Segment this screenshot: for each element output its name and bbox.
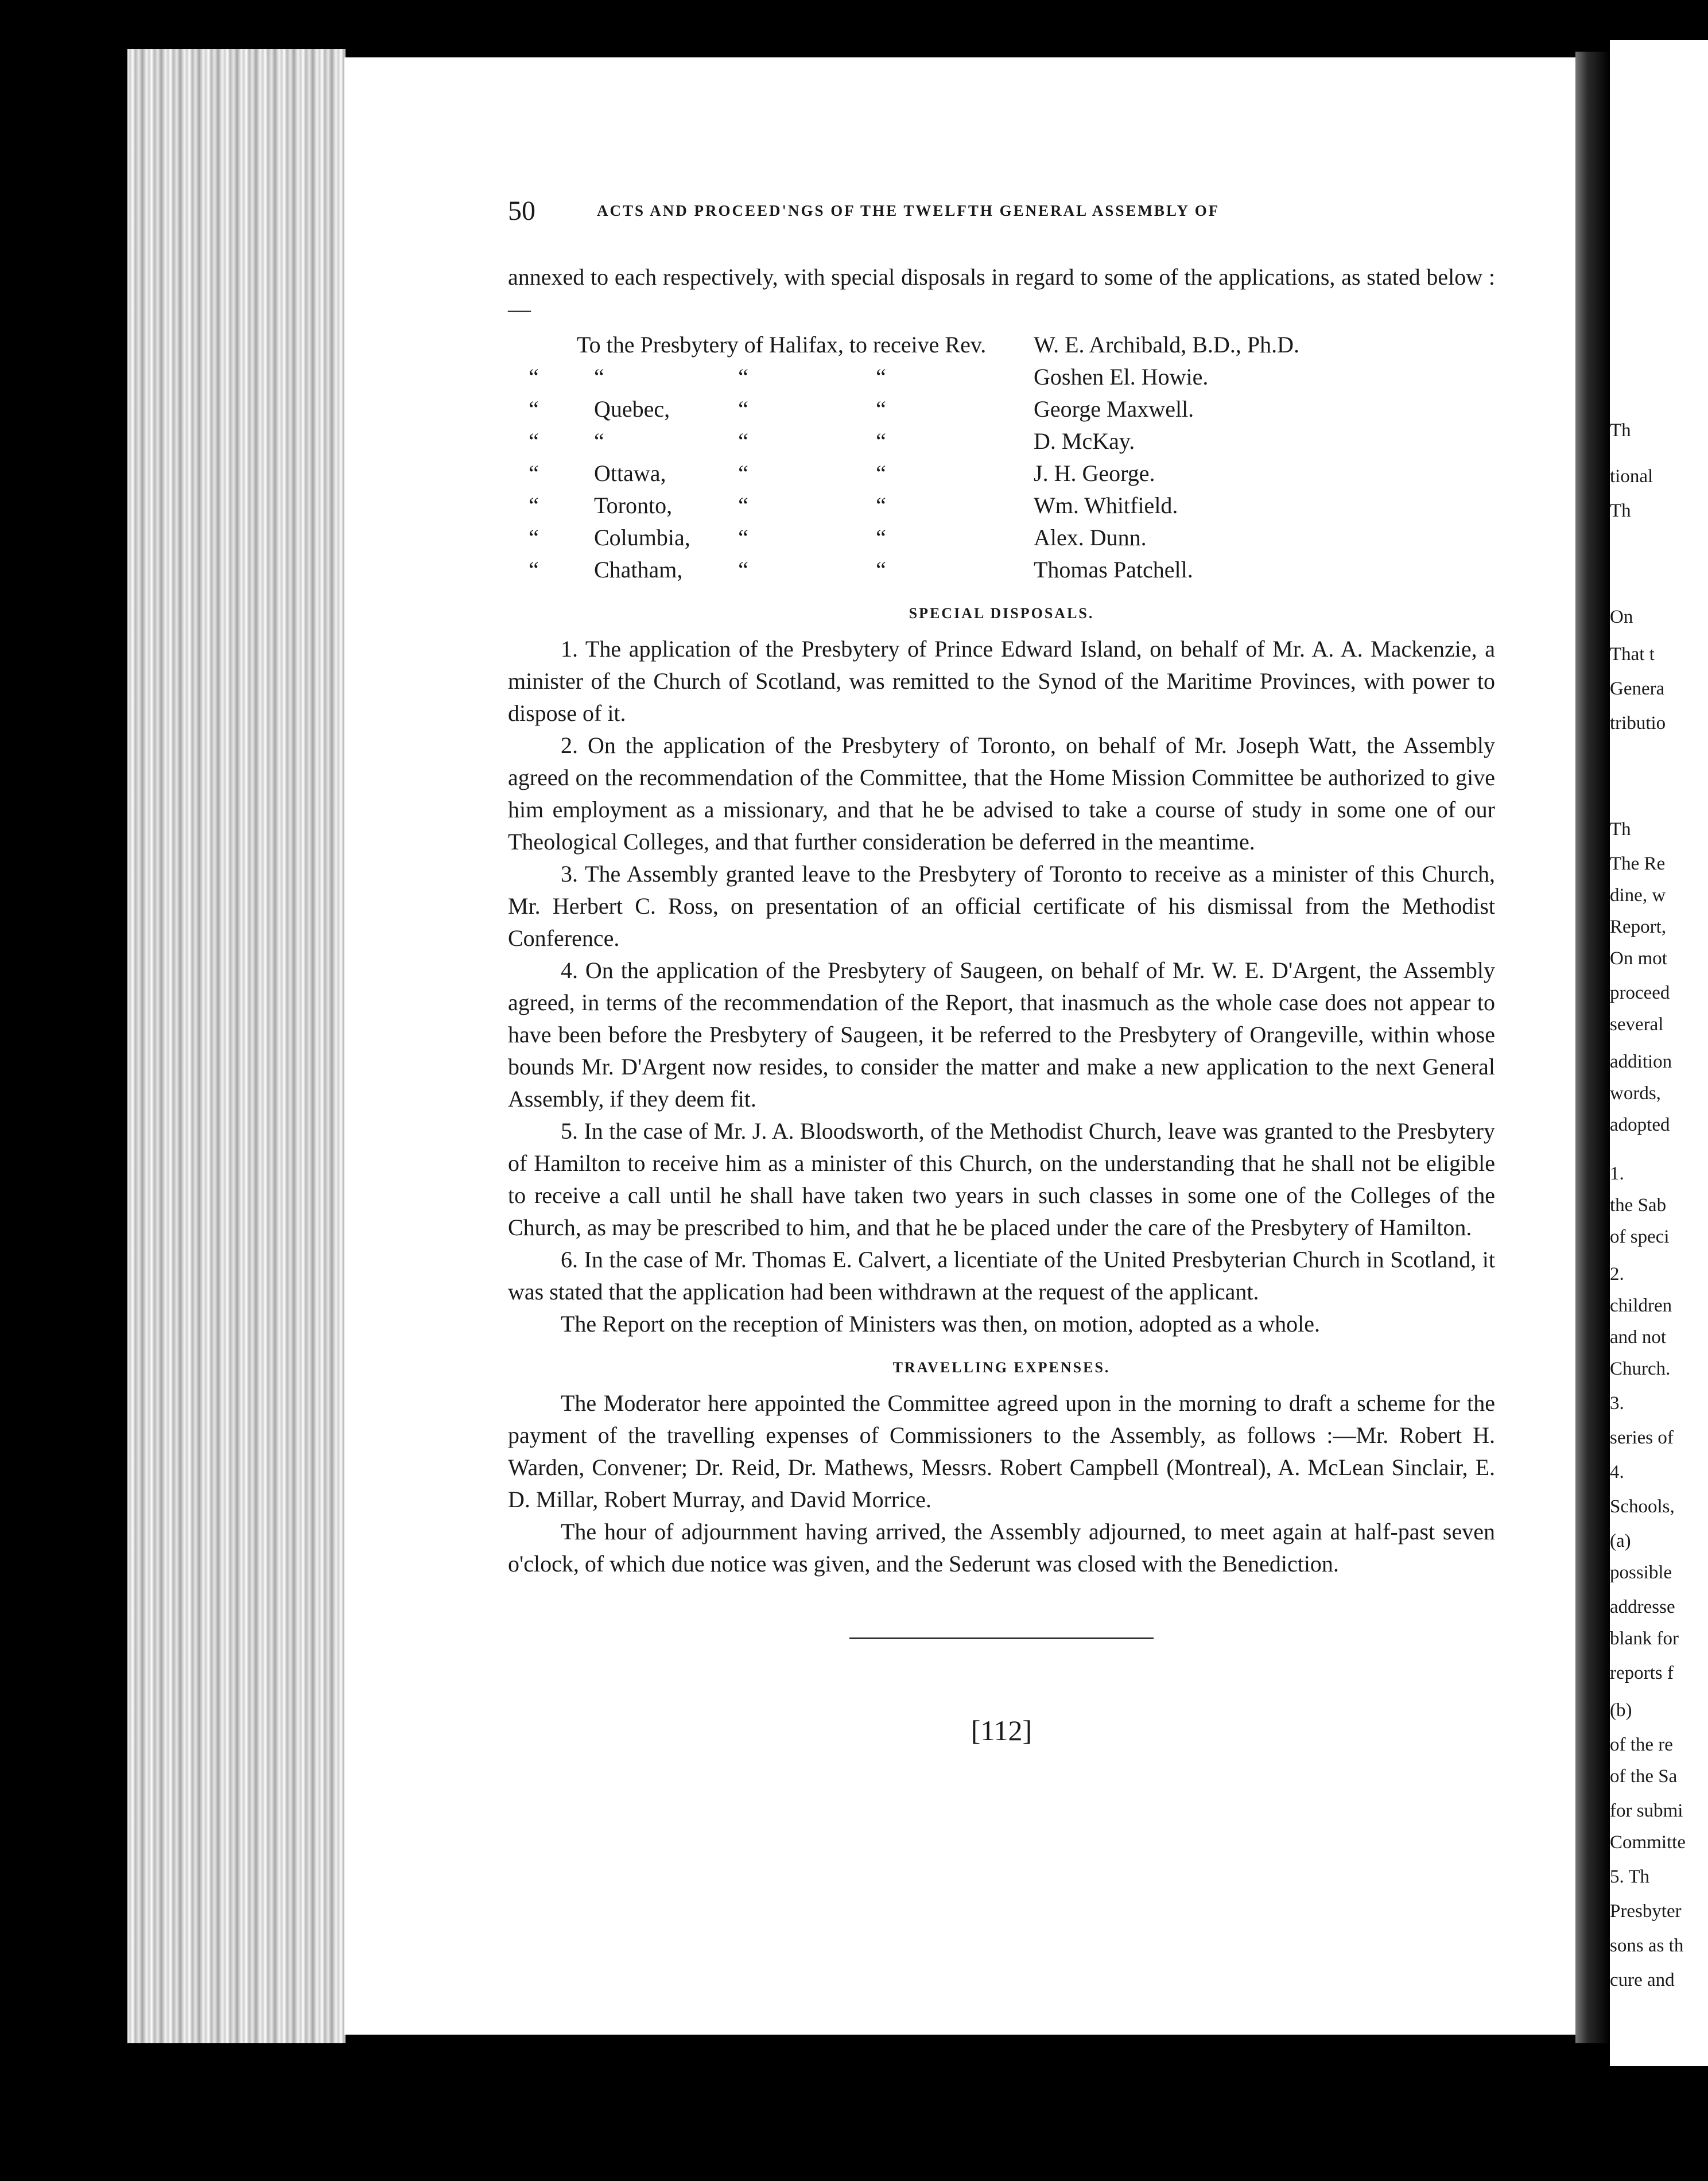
facing-page-fragment: addition [1610,1051,1672,1072]
facing-page-fragment: the Sab [1610,1195,1667,1216]
table-spacer [646,425,726,457]
ditto-mark: “ [529,428,539,454]
facing-page-fragment: series of [1610,1427,1674,1448]
facing-page-fragment: tional [1610,466,1653,487]
facing-page [1610,40,1708,2066]
table-spacer [646,457,726,490]
facing-page-fragment: The Re [1610,853,1666,874]
ditto-mark: “ [738,492,748,518]
section-divider [849,1637,1154,1639]
facing-page-fragment: Presbyter [1610,1901,1682,1922]
minister-name: Alex. Dunn. [1034,525,1147,550]
facing-page-fragment: children [1610,1295,1672,1316]
table-spacer [1001,554,1034,586]
facing-page-fragment: and not [1610,1327,1667,1348]
disposal-paragraph: 2. On the application of the Presbytery of Toronto, on behalf of Mr. Joseph Watt, the Assembly agreed on the recommendation of the Committee, that the Home Mission Committee be authorized to give him employment as a missionary, and that he be advised to take a course of study in some one of our Theological Colleges, and that further consideration be deferred in the meantime. [508,732,1495,855]
disposal-paragraph: 4. On the application of the Presbytery of Saugeen, on behalf of Mr. W. E. D'Argent, the Assembly agreed, in terms of the recommendation of the Report, that inasmuch as the whole case does not appear to have been before the Presbytery of Saugeen, it be referred to the Presbytery of Orangeville, within whose bounds Mr. D'Argent now resides, to consider the matter and make a new application to the next General Assembly, if they deem fit. [508,957,1495,1112]
facing-page-fragment: 4. [1610,1462,1624,1483]
ditto-mark: “ [738,428,748,454]
disposal-paragraph: 3. The Assembly granted leave to the Presbytery of Toronto to receive as a minister of this Church, Mr. Herbert C. Ross, on presentation of an official certificate of his dismissal from the Methodist Conference. [508,861,1495,951]
facing-page-fragment: Report, [1610,917,1667,937]
ditto-mark: “ [529,557,539,583]
ditto-mark: “ [529,525,539,550]
intro-paragraph: annexed to each respectively, with special disposals in regard to some of the applications, as stated below :— [508,264,1495,322]
facing-page-fragment: of the re [1610,1734,1673,1755]
ditto-mark: “ [876,557,886,583]
disposal-paragraph: 5. In the case of Mr. J. A. Bloodsworth, of the Methodist Church, leave was granted to the Presbytery of Hamilton to receive him as a minister of this Church, on the understanding that he shall not be eligible to receive a call until he shall have taken two years in such classes in some one of the Colleges of the Church, as may be prescribed to him, and that he be placed under the care of the Presbytery of Hamilton. [508,1118,1495,1240]
book-gutter [1575,52,1610,2043]
table-spacer [646,554,726,586]
report-adopted-paragraph: The Report on the reception of Ministers was then, on motion, adopted as a whole. [561,1311,1321,1337]
committee-paragraph: The Moderator here appointed the Committee agreed upon in the morning to draft a scheme for the payment of the travelling expenses of Commissioners to the Assembly, as follows :—Mr. Robert H. Warden, Convener; Dr. Reid, Dr. Mathews, Messrs. Robert Campbell (Montreal), A. McLean Sinclair, E. D. Millar, Robert Murray, and David Morrice. [508,1390,1495,1512]
presbytery-name: Columbia, [594,525,690,550]
facing-page-fragment: Th [1610,500,1631,521]
facing-page-fragment: 3. [1610,1393,1624,1414]
facing-page-fragment: of the Sa [1610,1766,1678,1787]
facing-page-fragment: proceed [1610,983,1670,1003]
page-edges [127,49,346,2043]
facing-page-fragment: On [1610,607,1633,627]
special-disposals-list [508,633,1495,1340]
facing-page-fragment: of speci [1610,1227,1670,1247]
running-title: ACTS AND PROCEED'NGS OF THE TWELFTH GENERAL ASSEMBLY OF [597,202,1220,219]
presbytery-name: Ottawa, [594,460,666,486]
facing-page-fragment: Committe [1610,1832,1686,1853]
ditto-mark: “ [876,396,886,422]
facing-page-fragment: Church. [1610,1359,1671,1379]
facing-page-fragment: for submi [1610,1800,1683,1821]
minister-name: Goshen El. Howie. [1034,364,1209,390]
ditto-mark: “ [738,460,748,486]
minister-name: W. E. Archibald, B.D., Ph.D. [1034,332,1299,358]
facing-page-fragment: That t [1610,644,1655,665]
disposal-paragraph: 6. In the case of Mr. Thomas E. Calvert, a licentiate of the United Presbyterian Church in Scotland, it was stated that the application had been withdrawn at the request of the applicant. [508,1247,1495,1305]
ditto-mark: “ [738,396,748,422]
ditto-mark: “ [876,460,886,486]
ditto-mark: “ [529,396,539,422]
table-spacer [1001,522,1034,554]
ministers-first-row: To the Presbytery of Halifax, to receive Rev. [577,332,987,358]
presbytery-name: Chatham, [594,557,683,583]
ditto-mark: “ [738,364,748,390]
ministers-table [508,329,1495,586]
facing-page-fragment: reports f [1610,1663,1674,1683]
facing-page-fragment: blank for [1610,1628,1679,1649]
minister-name: Thomas Patchell. [1034,557,1193,583]
facing-page-fragment: sons as th [1610,1935,1684,1956]
page-body [508,261,1495,1747]
facing-page-fragment: Th [1610,420,1631,441]
presbytery-name: “ [594,428,604,454]
facing-page-fragment: (a) [1610,1531,1631,1551]
table-spacer [1001,490,1034,522]
facing-page-fragment: Genera [1610,678,1665,699]
facing-page-fragment: Th [1610,819,1631,840]
presbytery-name: Quebec, [594,396,670,422]
facing-page-fragment: words, [1610,1083,1661,1104]
ditto-mark: “ [876,428,886,454]
facing-page-fragment: adopted [1610,1115,1670,1135]
facing-page-fragment: Schools, [1610,1496,1675,1517]
table-spacer [646,361,726,393]
facing-page-fragment: addresse [1610,1597,1675,1617]
catalog-number: [112] [971,1714,1032,1747]
ditto-mark: “ [876,525,886,550]
table-spacer [646,522,726,554]
ditto-mark: “ [529,492,539,518]
ditto-mark: “ [876,364,886,390]
minister-name: D. McKay. [1034,428,1135,454]
book-page [344,57,1575,2035]
facing-page-fragment: possible [1610,1562,1672,1583]
facing-page-fragment: cure and [1610,1970,1675,1990]
ditto-mark: “ [529,364,539,390]
running-head [508,195,1495,230]
ditto-mark: “ [738,557,748,583]
disposal-paragraph: 1. The application of the Presbytery of Prince Edward Island, on behalf of Mr. A. A. Mackenzie, a minister of the Church of Scotland, was remitted to the Synod of the Maritime Provinces, with power to dispose of it. [508,636,1495,726]
minister-name: J. H. George. [1034,460,1155,486]
travelling-expenses-heading: TRAVELLING EXPENSES. [892,1359,1111,1376]
table-spacer [646,490,726,522]
facing-page-fragment: 5. Th [1610,1866,1650,1887]
presbytery-name: “ [594,364,604,390]
facing-page-fragment: 1. [1610,1163,1624,1184]
table-spacer [1001,393,1034,425]
facing-page-fragment: On mot [1610,948,1667,969]
facing-page-fragment: several [1610,1014,1664,1035]
minister-name: Wm. Whitfield. [1034,492,1178,518]
ditto-mark: “ [876,492,886,518]
facing-page-fragment: (b) [1610,1700,1632,1721]
table-spacer [1001,425,1034,457]
table-spacer [1001,457,1034,490]
table-spacer [646,393,726,425]
special-disposals-heading: SPECIAL DISPOSALS. [909,605,1094,622]
facing-page-fragment: dine, w [1610,885,1666,906]
table-spacer [1001,361,1034,393]
minister-name: George Maxwell. [1034,396,1194,422]
facing-page-fragment: 2. [1610,1264,1624,1284]
ditto-mark: “ [529,460,539,486]
page-number: 50 [508,196,535,226]
ditto-mark: “ [738,525,748,550]
facing-page-fragment: tributio [1610,713,1666,734]
adjournment-paragraph: The hour of adjournment having arrived, the Assembly adjourned, to meet again at half-past seven o'clock, of which due notice was given, and the Sederunt was closed with the Benediction. [508,1519,1495,1577]
presbytery-name: Toronto, [594,492,673,518]
